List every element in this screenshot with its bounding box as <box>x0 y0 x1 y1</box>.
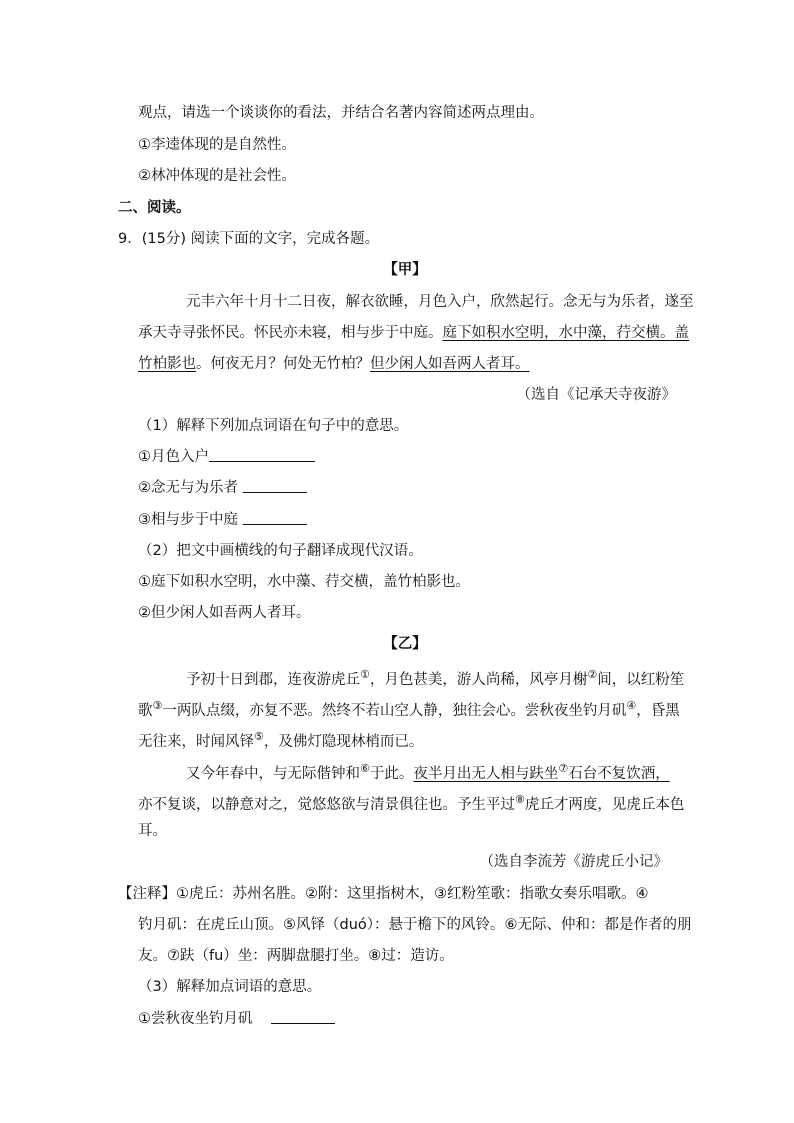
sub1-item-c <box>138 510 307 530</box>
yi-text: 虎丘才两度，见虎丘本色 <box>524 796 685 813</box>
notes-line1: 【注释】①虎丘：苏州名胜。②附：这里指树木，③红粉笙歌：指歌女奏乐唱歌。④ <box>118 886 649 902</box>
jia-text: 。何夜无月？何处无竹柏？ <box>196 356 370 372</box>
sub2-item-b: ②但少闲人如吾两人者耳。 <box>138 605 311 621</box>
yi-text: 一两队点缀，亦复不恶。然终不若山空人静，独往会心。尝秋夜坐钓月矶 <box>162 702 627 719</box>
yi-para-line6: 耳。 <box>138 823 167 839</box>
note-marker: ⑧ <box>515 793 525 806</box>
answer-blank[interactable] <box>209 447 315 462</box>
note-marker: ④ <box>626 699 637 712</box>
yi-para-line3 <box>138 727 423 752</box>
note-marker: ⑤ <box>254 730 264 743</box>
sub1-item-b <box>138 478 307 498</box>
yi-para-line1 <box>186 665 684 690</box>
option-2: ②林冲体现的是社会性。 <box>138 168 296 184</box>
sub2-title: （2）把文中画横线的句子翻译成现代汉语。 <box>138 543 423 559</box>
note-marker: ⑥ <box>360 762 370 775</box>
yi-text: 予初十日到郡，连夜游虎丘 <box>186 671 360 688</box>
sub1-item-b-text: ②念无与为乐者 <box>138 480 238 496</box>
sub3-item-a-text: ①尝秋夜坐钓月矶 <box>138 1011 253 1027</box>
option-1: ①李逵体现的是自然性。 <box>138 137 296 153</box>
sub1-item-c-text: ③相与步于中庭 <box>138 512 238 528</box>
sub3-title: （3）解释加点词语的意思。 <box>138 979 322 995</box>
jia-underlined-sentence: 庭下如积水空明，水中藻，荇交横。盖 <box>442 325 689 341</box>
jia-para-line2 <box>138 323 689 343</box>
yi-text: 间，以红粉笙 <box>597 671 685 688</box>
notes-line2: 钓月矶：在虎丘山顶。⑤风铎（duó）：悬于檐下的风铃。⑥无际、仲和：都是作者的朋 <box>138 917 692 933</box>
section-title: 二、阅读。 <box>118 200 191 216</box>
yi-text: ，昏黑 <box>636 702 680 719</box>
jia-text: 承天寺寻张怀民。怀民亦未寝，相与步于中庭。 <box>138 325 443 341</box>
jia-underlined-sentence-2: 但少闲人如吾两人者耳。 <box>370 356 530 372</box>
note-marker: ① <box>360 668 370 681</box>
yi-para-line4 <box>186 759 670 784</box>
jia-source: （选自《记承天寺夜游》 <box>516 387 676 403</box>
jia-underlined-sentence-end: 竹柏影也 <box>138 356 196 372</box>
yi-text: 于此。 <box>369 765 414 782</box>
yi-underlined-text: 石台不复饮酒， <box>568 765 670 782</box>
sub1-item-a-text: ①月色入户 <box>138 449 209 465</box>
intro-line: 观点，请选一个谈谈你的看法，并结合名著内容简述两点理由。 <box>138 105 544 121</box>
note-marker: ⑦ <box>558 762 569 775</box>
answer-blank[interactable] <box>243 510 307 525</box>
yi-underlined-sentence <box>413 762 670 782</box>
jia-para-line3 <box>138 354 530 374</box>
answer-blank[interactable] <box>243 478 307 493</box>
sub2-item-a: ①庭下如积水空明，水中藻、荇交横，盖竹柏影也。 <box>138 574 470 590</box>
yi-para-line5 <box>138 790 684 815</box>
sub3-item-a <box>138 1009 335 1029</box>
yi-para-line2 <box>138 696 680 721</box>
note-marker: ③ <box>152 699 163 712</box>
yi-text: 又今年春中，与无际偕钟和 <box>186 765 360 782</box>
notes-line3: 友。⑦趺（fu）坐：两脚盘腿打坐。⑧过：造访。 <box>138 948 454 964</box>
answer-blank[interactable] <box>271 1009 335 1024</box>
yi-title: 【乙】 <box>383 636 427 652</box>
note-marker: ② <box>587 668 598 681</box>
yi-text: 歌 <box>138 702 153 719</box>
jia-title: 【甲】 <box>383 262 427 278</box>
jia-para-line1: 元丰六年十月十二日夜，解衣欲睡，月色入户，欣然起行。念无与为乐者，遂至 <box>186 294 694 310</box>
yi-text: 亦不复谈，以静意对之，觉悠悠欲与清景俱往也。予生平过 <box>138 796 515 813</box>
yi-text: ，月色甚美，游人尚稀，风亭月榭 <box>369 671 588 688</box>
sub1-item-a <box>138 447 315 467</box>
question-9-header: 9．(15分) 阅读下面的文字，完成各题。 <box>118 231 380 247</box>
yi-text: 无往来，时闻风铎 <box>138 733 254 750</box>
yi-source: （选自李流芳《游虎丘小记》 <box>479 854 668 870</box>
yi-text: ，及佛灯隐现林梢而已。 <box>263 733 424 750</box>
sub1-title: （1）解释下列加点词语在句子中的意思。 <box>138 418 409 434</box>
yi-underlined-text: 夜半月出无人相与趺坐 <box>413 765 559 782</box>
